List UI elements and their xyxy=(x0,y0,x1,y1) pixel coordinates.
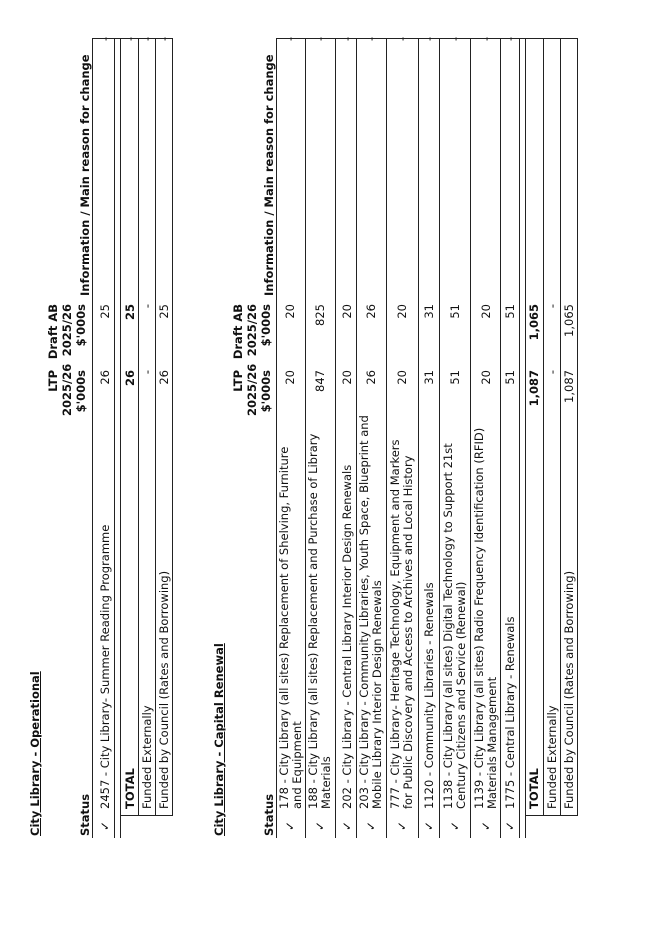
row-rule xyxy=(335,38,336,838)
status-check: ✓ xyxy=(283,820,297,831)
row-description: 1120 - Community Libraries - Renewals xyxy=(422,582,436,809)
row-rule xyxy=(114,38,115,838)
row-rule xyxy=(418,38,419,838)
row-ltp: 20 xyxy=(479,370,493,385)
section-title-capital: City Library - Capital Renewal xyxy=(212,643,226,836)
total-label: TOTAL xyxy=(527,768,541,809)
section-title-operational: City Library - Operational xyxy=(28,671,42,836)
row-description: 202 - City Library - Central Library Interior Design Renewals xyxy=(340,464,354,809)
funded-externally-ltp: - xyxy=(140,370,154,375)
funded-externally-ltp: - xyxy=(545,370,559,375)
header-rule xyxy=(92,38,93,838)
row-ltp: 847 xyxy=(313,370,327,392)
funded-council-draft: 25 xyxy=(157,304,171,319)
row-draft: 20 xyxy=(479,304,493,319)
row-draft: 20 xyxy=(340,304,354,319)
row-draft: 825 xyxy=(313,304,327,326)
funded-council-draft: 1,065 xyxy=(562,304,576,337)
info-header: Information / Main reason for change xyxy=(78,54,92,296)
vertical-rule xyxy=(525,815,577,816)
row-description: 1139 - City Library (all sites) Radio Frequency Identification (RFID) Materials Management xyxy=(472,427,499,809)
funded-externally-label: Funded Externally xyxy=(140,705,154,809)
status-check: ✓ xyxy=(395,820,409,831)
funded-externally-draft: - xyxy=(545,304,559,309)
rule xyxy=(560,38,561,816)
row-rule xyxy=(519,38,520,838)
row-draft: 25 xyxy=(98,304,112,319)
row-ltp: 31 xyxy=(422,370,436,385)
funded-council-label: Funded by Council (Rates and Borrowing) xyxy=(157,570,171,809)
ltp-header: LTP 2025/26 $'000s xyxy=(231,363,273,416)
draft-header: Draft AB 2025/26 $'000s xyxy=(231,304,273,360)
row-draft: 31 xyxy=(422,304,436,319)
row-ltp: 20 xyxy=(395,370,409,385)
row-description: 178 - City Library (all sites) Replacement of Shelving, Furniture and Equipment xyxy=(277,446,304,809)
row-ltp: 26 xyxy=(364,370,378,385)
funded-externally-label: Funded Externally xyxy=(545,705,559,809)
row-draft: 51 xyxy=(503,304,517,319)
status-header: Status xyxy=(78,793,92,836)
row-description: 188 - City Library (all sites) Replacement and Purchase of Library Materials xyxy=(306,433,333,809)
total-top-rule xyxy=(525,38,526,838)
vertical-rule xyxy=(120,815,172,816)
row-rule xyxy=(439,38,440,838)
row-draft: 20 xyxy=(283,304,297,319)
row-ltp: 51 xyxy=(503,370,517,385)
vertical-rule xyxy=(92,38,172,39)
status-header: Status xyxy=(262,793,276,836)
row-draft: 20 xyxy=(395,304,409,319)
rule xyxy=(155,38,156,816)
row-description: 2457 - City Library- Summer Reading Programme xyxy=(98,524,112,809)
total-ltp: 26 xyxy=(123,370,137,387)
rule xyxy=(577,38,578,816)
total-draft: 25 xyxy=(123,304,137,321)
row-description: 203 - City Library - Community Libraries, Youth Space, Blueprint and Mobile Library Interior Design Renewals xyxy=(357,415,384,809)
status-check: ✓ xyxy=(448,820,462,831)
total-label: TOTAL xyxy=(123,768,137,809)
status-check: ✓ xyxy=(479,820,493,831)
status-check: ✓ xyxy=(422,820,436,831)
funded-council-ltp: 1,087 xyxy=(562,370,576,403)
row-draft: 26 xyxy=(364,304,378,319)
funded-council-ltp: 26 xyxy=(157,370,171,385)
row-description: 1775 - Central Library - Renewals xyxy=(503,616,517,809)
funded-externally-draft: - xyxy=(140,304,154,309)
row-ltp: 51 xyxy=(448,370,462,385)
rule xyxy=(138,38,139,816)
row-rule xyxy=(470,38,471,838)
info-header: Information / Main reason for change xyxy=(262,54,276,296)
status-check: ✓ xyxy=(503,820,517,831)
row-ltp: 20 xyxy=(340,370,354,385)
rule xyxy=(543,38,544,816)
vertical-rule xyxy=(276,38,577,39)
row-ltp: 26 xyxy=(98,370,112,385)
draft-header: Draft AB 2025/26 $'000s xyxy=(46,304,88,360)
row-rule xyxy=(500,38,501,838)
rule xyxy=(172,38,173,816)
status-check: ✓ xyxy=(98,820,112,831)
row-description: 777 - City Library- Heritage Technology, Equipment and Markers for Public Discovery and Access to Archives and Local History xyxy=(388,439,415,809)
row-rule xyxy=(386,38,387,838)
row-description: 1138 - City Library (all sites) Digital Technology to Support 21st Century Citizens and Service (Renewal) xyxy=(441,443,468,809)
status-check: ✓ xyxy=(313,820,327,831)
ltp-header: LTP 2025/26 $'000s xyxy=(46,363,88,416)
status-check: ✓ xyxy=(364,820,378,831)
row-ltp: 20 xyxy=(283,370,297,385)
row-draft: 51 xyxy=(448,304,462,319)
funded-council-label: Funded by Council (Rates and Borrowing) xyxy=(562,570,576,809)
total-ltp: 1,087 xyxy=(527,370,541,407)
total-draft: 1,065 xyxy=(527,304,541,341)
total-top-rule xyxy=(120,38,121,838)
status-check: ✓ xyxy=(340,820,354,831)
